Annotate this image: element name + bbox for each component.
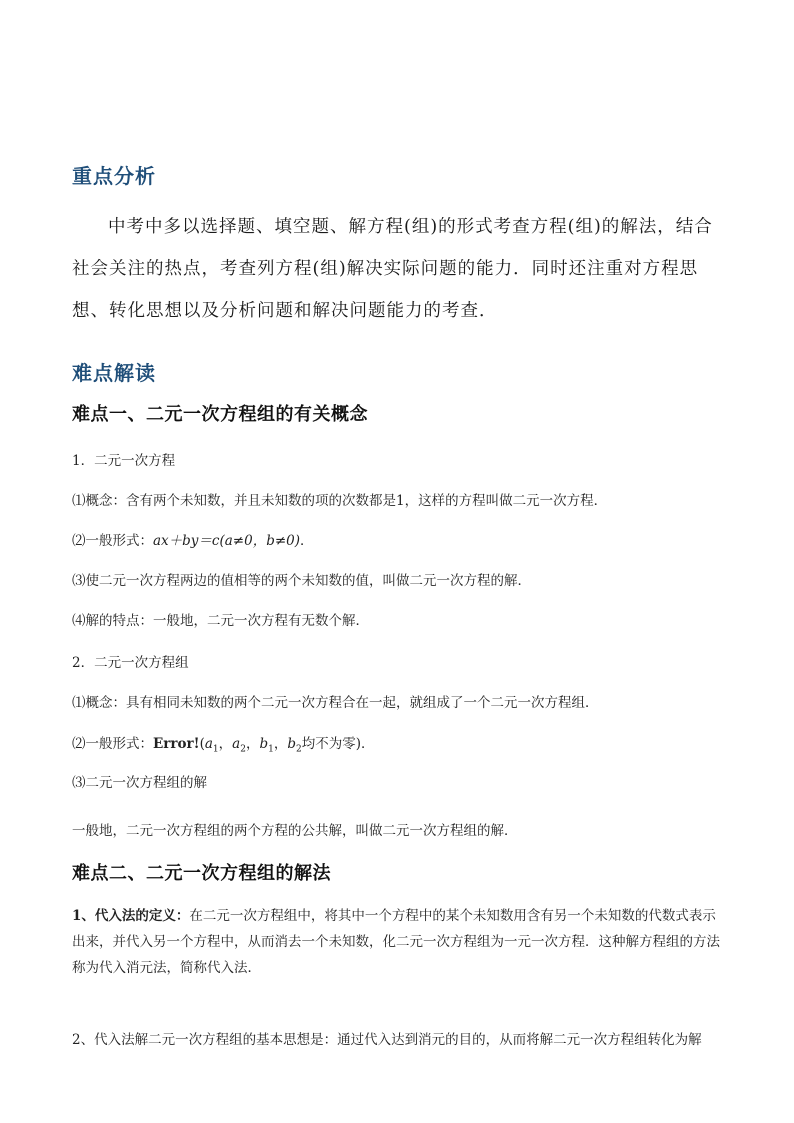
key-analysis-paragraph: 中考中多以选择题、填空题、解方程(组)的形式考查方程(组)的解法，结合社会关注的热点，考查列方程(组)解决实际问题的能力．同时还注重对方程思想、转化思想以及分析问题和解决问题能力的考查． (72, 217, 713, 321)
item-2-general-form: ⑵一般形式：$Error!(a_1$，$a_2$，$b_1$，$b_2$均不为零)． (72, 736, 375, 755)
difficulty-one-title: 难点一、二元一次方程组的有关概念 (72, 404, 368, 425)
general-form-formula: ax＋by＝c(a≠0，b≠0) (153, 533, 301, 549)
item-1-general-form (72, 529, 314, 549)
item-2-title: 2．二元一次方程组 (72, 655, 189, 671)
item-2-solution-title: ⑶二元一次方程组的解 (72, 775, 207, 791)
general-form-end: ． (300, 533, 314, 549)
substitution-definition-label: 1、代入法的定义： (72, 908, 190, 924)
difficulty-two-title: 难点二、二元一次方程组的解法 (72, 863, 331, 884)
section-heading-key-analysis: 重点分析 (72, 164, 156, 188)
error-marker: Error! (153, 736, 200, 752)
item-2-solution-text: 一般地，二元一次方程组的两个方程的公共解，叫做二元一次方程组的解． (72, 823, 518, 839)
substitution-basic-idea: 2、代入法解二元一次方程组的基本思想是：通过代入达到消元的目的，从而将解二元一次方程组转化为解 (72, 1032, 702, 1048)
system-general-form-label: ⑵一般形式： (72, 736, 153, 752)
substitution-definition-paragraph (72, 903, 722, 981)
item-1-title: 1．二元一次方程 (72, 453, 176, 469)
item-1-solution-definition: ⑶使二元一次方程两边的值相等的两个未知数的值，叫做二元一次方程的解． (72, 573, 531, 589)
general-form-label: ⑵一般形式： (72, 533, 153, 549)
item-2-concept: ⑴概念：具有相同未知数的两个二元一次方程合在一起，就组成了一个二元一次方程组． (72, 695, 599, 711)
substitution-definition-text: 在二元一次方程组中，将其中一个方程中的某个未知数用含有另一个未知数的代数式表示出来，并代入另一个方程中，从而消去一个未知数，化二元一次方程组为一元一次方程．这种解方程组的方法称为代入消元法，简称代入法． (72, 908, 720, 976)
item-1-solution-feature: ⑷解的特点：一般地，二元一次方程有无数个解． (72, 613, 369, 629)
item-1-concept: ⑴概念：含有两个未知数，并且未知数的项的次数都是1，这样的方程叫做二元一次方程． (72, 493, 608, 509)
nonzero-condition: 均不为零)． (301, 736, 375, 752)
section-heading-difficulty-interpretation: 难点解读 (72, 361, 156, 385)
